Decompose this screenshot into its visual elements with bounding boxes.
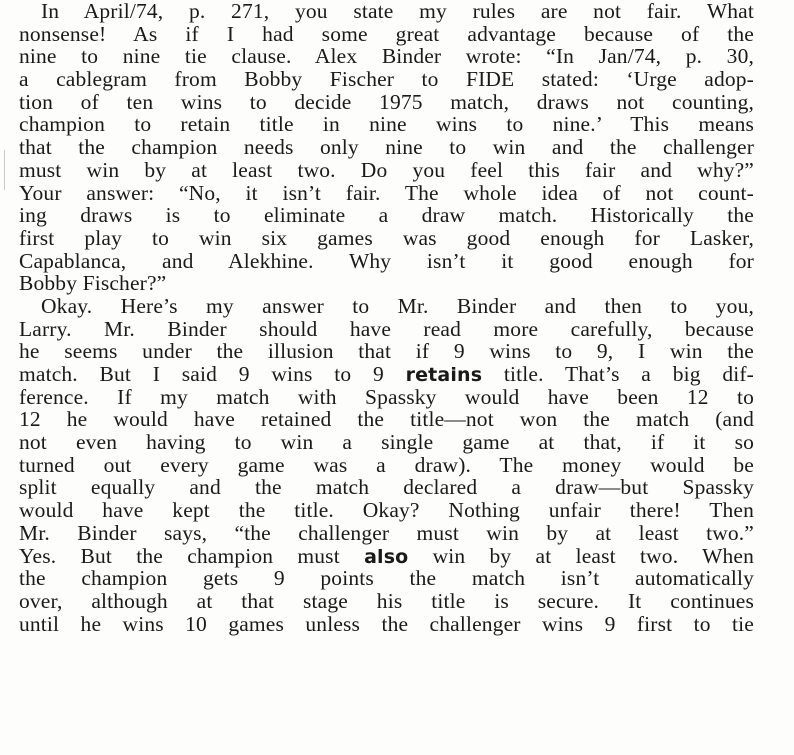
text-line: over, although at that stage his title is secure. It continues [19,588,754,613]
text-line: 12 he would have retained the title—not won the match (and [19,407,754,432]
text-line [19,363,754,386]
text-line: nine to nine tie clause. Alex Binder wrote: “In Jan/74, p. 30, [19,44,754,69]
text-line: not even having to win a single game at that, if it so [19,430,754,455]
text-line: tion of ten wins to decide 1975 match, draws not counting, [19,89,754,114]
text-line: ference. If my match with Spassky would have been 12 to [19,384,754,409]
text-line: Mr. Binder says, “the challenger must win by at least two.” [19,520,754,545]
text-line: first play to win six games was good enough for Lasker, [19,225,754,250]
text-line: must win by at least two. Do you feel this fair and why?” [19,157,754,182]
text-line: In April/74, p. 271, you state my rules are not fair. What [41,0,754,23]
text-line: that the champion needs only nine to win and the challenger [19,135,754,160]
text-segment: win by at least two. When [408,543,754,568]
text-line: champion to retain title in nine wins to nine.’ This means [19,112,754,137]
text-line [19,545,754,568]
text-line: until he wins 10 games unless the challenger wins 9 first to tie [19,611,754,636]
text-line: Okay. Here’s my answer to Mr. Binder and then to you, [41,293,754,318]
text-line: turned out every game was a draw). The money would be [19,452,754,477]
emphasis-also: also [364,545,409,568]
emphasis-retains: retains [405,364,483,386]
text-segment: title. That’s a big dif- [482,362,754,386]
text-line: Larry. Mr. Binder should have read more carefully, because [19,316,754,341]
margin-mark [4,150,5,190]
text-line: he seems under the illusion that if 9 wins to 9, I win the [19,339,754,364]
text-line: ing draws is to eliminate a draw match. Historically the [19,203,754,228]
text-line: a cablegram from Bobby Fischer to FIDE stated: ‘Urge adop- [19,67,754,92]
text-line: Your answer: “No, it isn’t fair. The whole idea of not count- [19,180,754,205]
text-line: would have kept the title. Okay? Nothing unfair there! Then [19,498,754,523]
text-segment: match. But I said 9 wins to 9 [19,362,406,386]
article-column [19,0,754,635]
paragraph-2 [19,295,754,635]
text-line: nonsense! As if I had some great advantage because of the [19,21,754,46]
paragraph-1 [19,0,754,295]
text-line: split equally and the match declared a draw—but Spassky [19,475,754,500]
text-line: Bobby Fischer?” [19,271,167,296]
text-line: the champion gets 9 points the match isn’t automatically [19,566,754,591]
text-line: Capablanca, and Alekhine. Why isn’t it good enough for [19,248,754,273]
text-segment: Yes. But the champion must [19,543,365,568]
